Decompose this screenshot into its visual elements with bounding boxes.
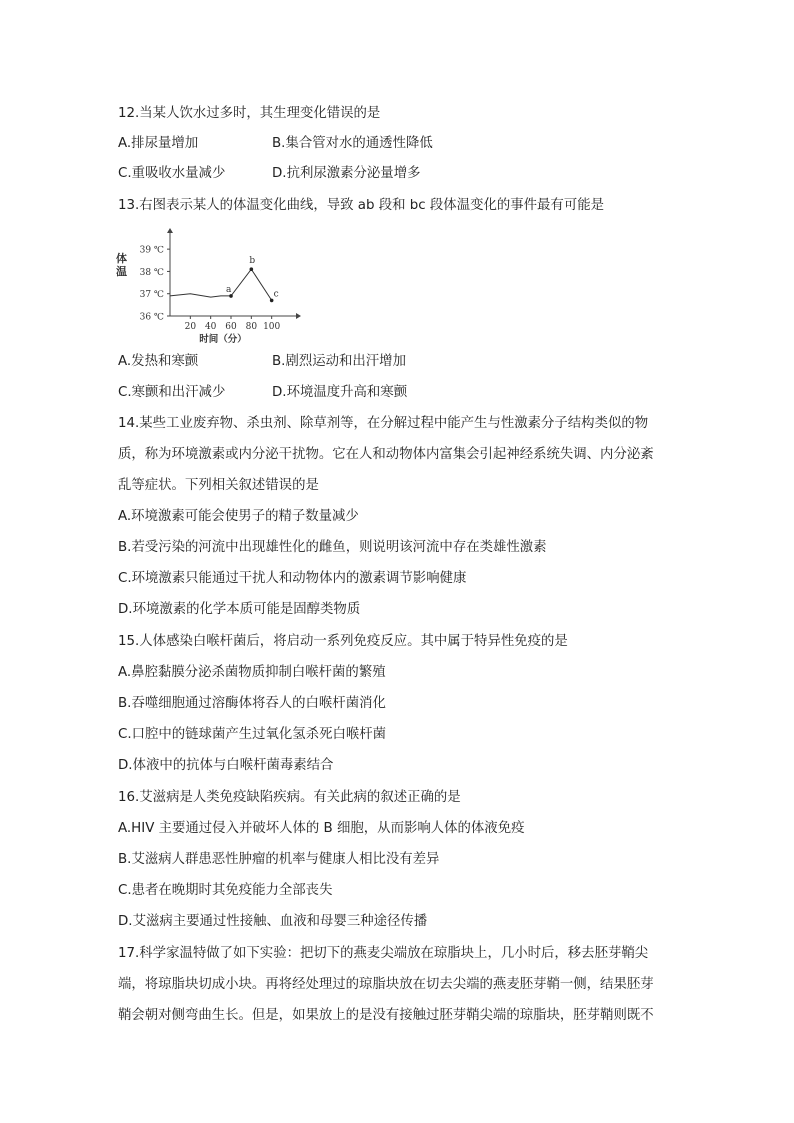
chart-x-tick-label: 100 xyxy=(263,322,281,332)
question-12-option-d: D.抗利尿激素分泌量增多 xyxy=(272,166,421,181)
question-13-option-c: C.寒颤和出汗减少 xyxy=(118,385,226,400)
body-temperature-chart xyxy=(112,228,302,346)
question-13-stem: 13.右图表示某人的体温变化曲线，导致 ab 段和 bc 段体温变化的事件最有可能是 xyxy=(118,198,604,213)
chart-point-label-a: a xyxy=(226,284,232,295)
question-13-option-b: B.剧烈运动和出汗增加 xyxy=(272,354,406,369)
question-17-line-1: 17.科学家温特做了如下实验：把切下的燕麦尖端放在琼脂块上，几小时后，移去胚芽鞘尖 xyxy=(118,946,649,961)
chart-y-tick-label: 37 ℃ xyxy=(139,290,164,301)
question-14-line-2: 质，称为环境激素或内分泌干扰物。它在人和动物体内富集会引起神经系统失调、内分泌紊 xyxy=(118,447,654,462)
chart-y-tick-label: 39 ℃ xyxy=(139,245,164,256)
question-16-option-d: D.艾滋病主要通过性接触、血液和母婴三种途径传播 xyxy=(118,914,428,929)
question-15-option-a: A.鼻腔黏膜分泌杀菌物质抑制白喉杆菌的繁殖 xyxy=(118,665,386,680)
chart-y-tick-label: 36 ℃ xyxy=(139,312,164,323)
question-15-option-d: D.体液中的抗体与白喉杆菌毒素结合 xyxy=(118,758,334,773)
question-12-option-a: A.排尿量增加 xyxy=(118,136,199,151)
question-14-option-a: A.环境激素可能会使男子的精子数量减少 xyxy=(118,509,359,524)
question-13-option-a: A.发热和寒颤 xyxy=(118,354,199,369)
chart-y-ticks xyxy=(140,246,170,323)
chart-series xyxy=(170,269,272,300)
chart-x-axis-arrow xyxy=(296,313,301,319)
chart-y-axis-arrow xyxy=(167,228,173,233)
question-14-option-b: B.若受污染的河流中出现雄性化的雌鱼，则说明该河流中存在类雄性激素 xyxy=(118,540,547,555)
chart-points xyxy=(226,256,279,302)
chart-y-axis-label-char: 温 xyxy=(116,265,127,278)
question-13-option-d: D.环境温度升高和寒颤 xyxy=(272,385,408,400)
chart-x-tick-label: 40 xyxy=(204,322,217,332)
question-17-line-3: 鞘会朝对侧弯曲生长。但是，如果放上的是没有接触过胚芽鞘尖端的琼脂块，胚芽鞘则既不 xyxy=(118,1008,654,1023)
chart-x-tick-label: 20 xyxy=(184,322,197,332)
question-14-line-1: 14.某些工业废弃物、杀虫剂、除草剂等，在分解过程中能产生与性激素分子结构类似的物 xyxy=(118,416,649,431)
question-17-line-2: 端，将琼脂块切成小块。再将经处理过的琼脂块放在切去尖端的燕麦胚芽鞘一侧，结果胚芽 xyxy=(118,977,654,992)
question-14-line-3: 乱等症状。下列相关叙述错误的是 xyxy=(118,478,319,493)
chart-y-axis-label-char: 体 xyxy=(116,252,127,265)
question-15-option-b: B.吞噬细胞通过溶酶体将吞人的白喉杆菌消化 xyxy=(118,696,386,711)
question-15-stem: 15.人体感染白喉杆菌后，将启动一系列免疫反应。其中属于特异性免疫的是 xyxy=(118,634,568,649)
question-12-stem: 12.当某人饮水过多时，其生理变化错误的是 xyxy=(118,106,381,121)
question-14-option-c: C.环境激素只能通过干扰人和动物体内的激素调节影响健康 xyxy=(118,571,467,586)
chart-y-axis-label xyxy=(116,251,127,278)
question-14-option-d: D.环境激素的化学本质可能是固醇类物质 xyxy=(118,602,361,617)
chart-point-label-b: b xyxy=(249,256,256,267)
chart-x-ticks xyxy=(185,316,281,332)
chart-axes xyxy=(167,228,301,319)
chart-temperature-line xyxy=(170,269,272,300)
chart-x-axis-label: 时间（分） xyxy=(199,334,247,345)
question-15-option-c: C.口腔中的链球菌产生过氧化氢杀死白喉杆菌 xyxy=(118,727,387,742)
chart-y-tick-label: 38 ℃ xyxy=(139,267,164,278)
question-12-option-c: C.重吸收水量减少 xyxy=(118,166,226,181)
chart-x-tick-label: 80 xyxy=(245,322,258,332)
question-16-option-a: A.HIV 主要通过侵入并破坏人体的 B 细胞，从而影响人体的体液免疫 xyxy=(118,821,525,836)
question-16-option-c: C.患者在晚期时其免疫能力全部丧失 xyxy=(118,883,333,898)
question-16-option-b: B.艾滋病人群患恶性肿瘤的机率与健康人相比没有差异 xyxy=(118,852,440,867)
chart-point-b xyxy=(250,267,254,271)
question-12-option-b: B.集合管对水的通透性降低 xyxy=(272,136,433,151)
chart-point-label-c: c xyxy=(273,289,279,300)
question-16-stem: 16.艾滋病是人类免疫缺陷疾病。有关此病的叙述正确的是 xyxy=(118,790,461,805)
chart-x-tick-label: 60 xyxy=(225,322,237,332)
